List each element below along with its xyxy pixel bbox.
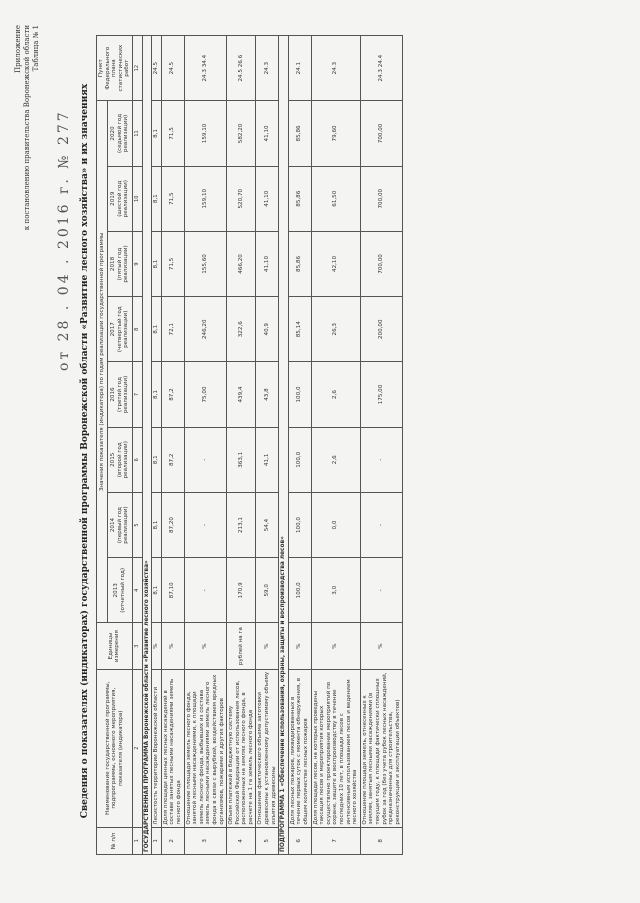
indicator-value: - bbox=[184, 492, 227, 557]
indicator-value: 700,00 bbox=[360, 101, 403, 166]
resolution-label: к постановлению правительства Воронежской области bbox=[23, 25, 31, 231]
indicator-value: 155,60 bbox=[184, 231, 227, 296]
row-number: 7 bbox=[311, 827, 360, 854]
indicator-value: 200,00 bbox=[360, 297, 403, 362]
indicator-unit: рублей на га bbox=[227, 623, 256, 669]
rotated-sheet bbox=[10, 11, 630, 891]
appendix-label: Приложение bbox=[14, 25, 22, 73]
year-header bbox=[107, 101, 132, 166]
indicator-value: 85,86 bbox=[288, 231, 311, 296]
indicator-value: 2,6 bbox=[311, 362, 360, 427]
indicator-value: 41,10 bbox=[256, 101, 279, 166]
indicator-value: 100,0 bbox=[288, 362, 311, 427]
column-number: 12 bbox=[132, 36, 142, 101]
indicator-value: 170,9 bbox=[227, 558, 256, 623]
plan-item: 24.1 bbox=[288, 36, 311, 101]
indicator-value: 175,00 bbox=[360, 362, 403, 427]
indicator-value: - bbox=[184, 427, 227, 492]
indicator-value: 87,2 bbox=[161, 362, 184, 427]
header-row bbox=[97, 36, 108, 855]
indicator-value: 41,1 bbox=[256, 427, 279, 492]
column-number: 7 bbox=[132, 362, 142, 427]
year-label: 2017 bbox=[109, 322, 116, 337]
section-row bbox=[279, 36, 289, 855]
table-row bbox=[152, 36, 162, 855]
indicator-value: 41,10 bbox=[256, 166, 279, 231]
indicator-name: Доля лесных пожаров, ликвидированных в течение первых суток с момента обнаружения, в общем количестве лесных пожаров bbox=[288, 669, 311, 827]
col-unit-header: Единицы измерения bbox=[97, 623, 133, 669]
row-number: 3 bbox=[184, 827, 227, 854]
indicator-value: 439,4 bbox=[227, 362, 256, 427]
table-row bbox=[227, 36, 256, 855]
indicator-value: 466,20 bbox=[227, 231, 256, 296]
indicator-unit: % bbox=[161, 623, 184, 669]
indicator-value: 75,00 bbox=[184, 362, 227, 427]
date-stamp: от 28 . 04 . 2016 г. № 277 bbox=[56, 109, 72, 371]
indicator-value: 8,1 bbox=[152, 297, 162, 362]
indicator-value: 26,3 bbox=[311, 297, 360, 362]
indicator-value: 100,0 bbox=[288, 558, 311, 623]
indicator-value: 79,60 bbox=[311, 101, 360, 166]
table-row bbox=[184, 36, 227, 855]
indicator-value: 71,5 bbox=[161, 166, 184, 231]
indicator-unit: % bbox=[152, 623, 162, 669]
indicator-value: 72,1 bbox=[161, 297, 184, 362]
year-note: (первый год реализации) bbox=[116, 506, 130, 544]
year-label: 2018 bbox=[109, 256, 116, 272]
indicator-value: 159,10 bbox=[184, 166, 227, 231]
section-title: ГОСУДАРСТВЕННАЯ ПРОГРАММА Воронежской области «Развитие лесного хозяйства» bbox=[142, 36, 152, 855]
indicator-name: Отношение фактического объема заготовки древесины к установленному допустимому объему изъятия древесины bbox=[256, 669, 279, 827]
indicators-table bbox=[96, 35, 403, 855]
plan-item: 24.5 bbox=[161, 36, 184, 101]
col-num-header: № п/п bbox=[97, 827, 133, 854]
column-number: 9 bbox=[132, 231, 142, 296]
plan-item: 24.5 26.6 bbox=[227, 36, 256, 101]
year-note: (отчетный год) bbox=[119, 567, 126, 613]
indicator-value: 8,1 bbox=[152, 427, 162, 492]
year-header bbox=[107, 558, 132, 623]
year-header bbox=[107, 231, 132, 296]
indicator-value: 0,0 bbox=[311, 492, 360, 557]
column-number: 3 bbox=[132, 623, 142, 669]
indicator-value: 71,5 bbox=[161, 231, 184, 296]
indicator-unit: % bbox=[311, 623, 360, 669]
plan-item: 24.3 bbox=[311, 36, 360, 101]
year-label: 2016 bbox=[109, 387, 116, 402]
row-number: 2 bbox=[161, 827, 184, 854]
indicator-value: 43,8 bbox=[256, 362, 279, 427]
indicator-name: Доля площади ценных лесных насаждений в составе занятых лесными насаждениями земель лесного фонда bbox=[161, 669, 184, 827]
year-note: (четвертый год реализации) bbox=[116, 306, 130, 353]
year-label: 2014 bbox=[109, 517, 116, 533]
indicator-value: 100,0 bbox=[288, 427, 311, 492]
year-label: 2019 bbox=[109, 191, 116, 206]
year-header bbox=[107, 166, 132, 231]
row-number: 6 bbox=[288, 827, 311, 854]
plan-item: 24.3 34.4 bbox=[184, 36, 227, 101]
column-numbers-row bbox=[132, 36, 142, 855]
table-row bbox=[360, 36, 403, 855]
document-title: Сведения о показателях (индикаторах) государственной программы Воронежской области «Развитие лесного хозяйства» и их значениях bbox=[80, 83, 90, 819]
indicator-value: 85,86 bbox=[288, 101, 311, 166]
indicator-value: 159,10 bbox=[184, 101, 227, 166]
indicator-value: 582,20 bbox=[227, 101, 256, 166]
col-name-header: Наименование государственной программы, подпрограммы, основного мероприятия, показателя (индикатора) bbox=[97, 669, 133, 827]
indicator-value: 8,1 bbox=[152, 231, 162, 296]
indicator-unit: % bbox=[288, 623, 311, 669]
column-number: 5 bbox=[132, 492, 142, 557]
indicator-value: 322,6 bbox=[227, 297, 256, 362]
column-number: 4 bbox=[132, 558, 142, 623]
indicator-unit: % bbox=[184, 623, 227, 669]
indicator-value: 87,10 bbox=[161, 558, 184, 623]
indicator-value: 8,1 bbox=[152, 558, 162, 623]
indicator-value: 2,6 bbox=[311, 427, 360, 492]
column-number: 8 bbox=[132, 297, 142, 362]
column-number: 1 bbox=[132, 827, 142, 854]
section-title: ПОДПРОГРАММА 1 «Обеспечение использования, охраны, защиты и воспроизводства лесов» bbox=[279, 36, 289, 855]
indicator-unit: % bbox=[256, 623, 279, 669]
table-row bbox=[256, 36, 279, 855]
col-values-group-header: Значения показателя (индикатора) по годам реализации государственной программы bbox=[97, 101, 108, 623]
column-number: 2 bbox=[132, 669, 142, 827]
column-number: 6 bbox=[132, 427, 142, 492]
indicator-value: 61,50 bbox=[311, 166, 360, 231]
indicator-value: 100,0 bbox=[288, 492, 311, 557]
year-header bbox=[107, 297, 132, 362]
table-row bbox=[288, 36, 311, 855]
indicator-value: - bbox=[360, 558, 403, 623]
indicator-name: Объем платежей в бюджетную систему Российской Федерации от использования лесов, расположенных на землях лесного фонда, в расчете на 1 га земель лесного фонда bbox=[227, 669, 256, 827]
indicator-name: Доля площади лесов, на которых проведены таксация лесов и мероприятия которых осуществлено проектирование мероприятий по охране, защите и воспроизводству в течение последних 10 лет, в площади лесов с интенсивным использованием лесов и ведением лесного хозяйства bbox=[311, 669, 360, 827]
indicator-value: 700,00 bbox=[360, 166, 403, 231]
row-number: 8 bbox=[360, 827, 403, 854]
indicator-value: 85,14 bbox=[288, 297, 311, 362]
indicator-value: 246,20 bbox=[184, 297, 227, 362]
indicator-value: 87,2 bbox=[161, 427, 184, 492]
section-row bbox=[142, 36, 152, 855]
indicator-value: 41,10 bbox=[256, 231, 279, 296]
year-header bbox=[107, 492, 132, 557]
plan-item: 24.3 24.4 bbox=[360, 36, 403, 101]
table-row bbox=[161, 36, 184, 855]
indicator-name: Отношение площади земель, отнесенных к землям, занятым лесными насаждениями (в текущем году, к площади фактически сплошных рубок за год (без учета рубок лесных насаждений, предназначенных для строительства, реконструкции и эксплуатации объектов) bbox=[360, 669, 403, 827]
year-note: (шестой год реализации) bbox=[116, 180, 130, 218]
document-header bbox=[14, 25, 41, 230]
indicator-value: 85,86 bbox=[288, 166, 311, 231]
year-header bbox=[107, 427, 132, 492]
indicator-value: 8,1 bbox=[152, 492, 162, 557]
indicator-value: 363,1 bbox=[227, 427, 256, 492]
table-number-label: Таблица № 1 bbox=[32, 25, 40, 72]
plan-item: 24.5 bbox=[152, 36, 162, 101]
indicator-value: - bbox=[360, 427, 403, 492]
column-number: 11 bbox=[132, 101, 142, 166]
indicator-value: - bbox=[360, 492, 403, 557]
indicator-value: 40,9 bbox=[256, 297, 279, 362]
indicator-value: 71,5 bbox=[161, 101, 184, 166]
row-number: 5 bbox=[256, 827, 279, 854]
year-label: 2013 bbox=[113, 583, 120, 598]
year-label: 2020 bbox=[109, 126, 116, 141]
indicator-name: Отношение площади земель лесного фонда, занятой лесными насаждениями, к площади земель лесного фонда, выбывших из состава земель лесными насаждениями земель лесного фонда в связи с вырубкой, воздействием вредных организмов, пожарами и других факторов bbox=[184, 669, 227, 827]
indicator-value: 3,0 bbox=[311, 558, 360, 623]
indicator-value: 87,20 bbox=[161, 492, 184, 557]
plan-item: 24.3 bbox=[256, 36, 279, 101]
indicator-value: 520,70 bbox=[227, 166, 256, 231]
table-row bbox=[311, 36, 360, 855]
col-plan-header: Пункт Федерального плана статистических работ bbox=[97, 36, 133, 101]
year-note: (второй год реализации) bbox=[116, 441, 130, 479]
row-number: 1 bbox=[152, 827, 162, 854]
year-note: (третий год реализации) bbox=[116, 375, 130, 414]
indicator-name: Лесистость территории Воронежской области bbox=[152, 669, 162, 827]
indicator-value: - bbox=[184, 558, 227, 623]
indicator-value: 8,1 bbox=[152, 166, 162, 231]
year-header bbox=[107, 362, 132, 427]
indicator-value: 8,1 bbox=[152, 362, 162, 427]
indicator-value: 700,00 bbox=[360, 231, 403, 296]
row-number: 4 bbox=[227, 827, 256, 854]
year-label: 2015 bbox=[109, 452, 116, 467]
indicator-value: 213,1 bbox=[227, 492, 256, 557]
year-note: (седьмой год реализации) bbox=[116, 113, 130, 154]
column-number: 10 bbox=[132, 166, 142, 231]
indicator-value: 54,4 bbox=[256, 492, 279, 557]
indicator-unit: % bbox=[360, 623, 403, 669]
indicator-value: 59,0 bbox=[256, 558, 279, 623]
year-note: (пятый год реализации) bbox=[116, 245, 130, 283]
indicator-value: 42,10 bbox=[311, 231, 360, 296]
indicator-value: 8,1 bbox=[152, 101, 162, 166]
